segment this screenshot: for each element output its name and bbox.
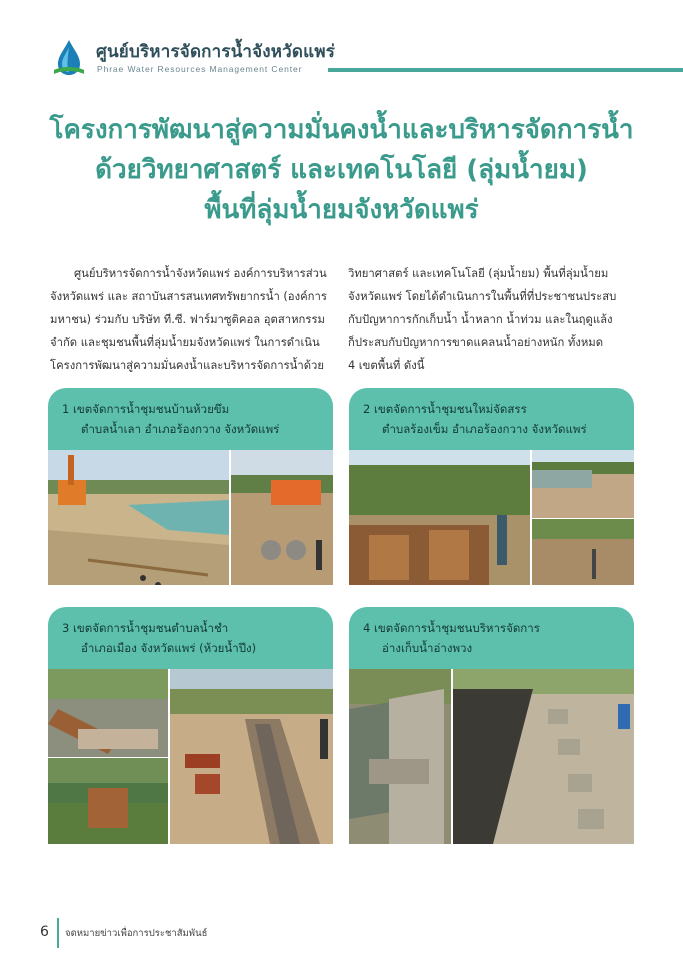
header-divider [328,68,683,72]
construction-photo [48,450,229,585]
zone-location: อำเภอเมือง จังหวัดแพร่ (ห้วยน้ำปึง) [81,641,257,655]
page-number: 6 [40,924,49,940]
zone-title: 2 เขตจัดการน้ำชุมชนใหม่จัดสรร [363,402,527,416]
pond-formwork-photo [48,758,168,844]
weir-construction-photo [48,669,168,757]
body-line: วิทยาศาสตร์ และเทคโนโลยี (ลุ่มน้ำยม) พื้นที่ลุ่มน้ำยม [348,267,609,280]
stone-channel-photo [170,669,333,844]
zone-location: ตำบลน้ำเลา อำเภอร้องกวาง จังหวัดแพร่ [81,422,280,436]
zone-card-3 [48,607,333,669]
body-line: มหาชน) ร่วมกับ บริษัท ที.ซี. ฟาร์มาซูติคอล อุตสาหกรรม [50,313,325,326]
zone-card-header [349,607,634,669]
body-line: จังหวัดแพร่ โดยได้ดำเนินการในพื้นที่ที่ประชาชนประสบ [348,290,617,303]
publication-name: จดหมายข่าวเพื่อการประชาสัมพันธ์ [65,928,208,939]
zone-title: 3 เขตจัดการน้ำชุมชนตำบลน้ำชำ [62,621,229,635]
pond-photo [532,450,634,518]
body-line: ศูนย์บริหารจัดการน้ำจังหวัดแพร่ องค์การบริหารส่วน [74,267,327,280]
title-line-2: ด้วยวิทยาศาสตร์ และเทคโนโลยี (ลุ่มน้ำยม) [95,155,588,185]
body-column-left [50,262,335,377]
hillside-photo [532,519,634,585]
zone-location: อ่างเก็บน้ำอ่างพวง [382,641,473,655]
zone-card-1 [48,388,333,450]
footer-divider [57,918,59,948]
body-line: กับปัญหาการกักเก็บน้ำ น้ำหลาก น้ำท่วม และในฤดูแล้ง [348,313,613,326]
title-line-1: โครงการพัฒนาสู่ความมั่นคงน้ำและบริหารจัดการน้ำ [49,115,634,145]
check-dam-slope-photo [453,669,634,844]
zone-card-header [48,388,333,450]
zone-title: 1 เขตจัดการน้ำชุมชนบ้านห้วยขึม [62,402,230,416]
body-line: ก็ประสบกับปัญหาการขาดแคลนน้ำอย่างหนัก ทั้งหมด [348,336,604,349]
body-line: 4 เขตพื้นที่ ดังนี้ [348,359,425,372]
org-name-en: Phrae Water Resources Management Center [97,64,303,74]
body-line: จังหวัดแพร่ และ สถาบันสารสนเทศทรัพยากรน้ำ (องค์การ [50,290,327,303]
title-line-3: พื้นที่ลุ่มน้ำยมจังหวัดแพร่ [204,195,479,225]
concrete-mixer-photo [231,450,333,585]
body-column-right [348,262,633,377]
zone-location: ตำบลร้องเข็ม อำเภอร้องกวาง จังหวัดแพร่ [382,422,587,436]
zone-card-header [349,388,634,450]
formwork-photo [349,450,530,585]
body-line: จำกัด และชุมชนพื้นที่ลุ่มน้ำยมจังหวัดแพร่ ในการดำเนิน [50,336,320,349]
page-title [20,110,663,230]
org-name-th: ศูนย์บริหารจัดการน้ำจังหวัดแพร่ [96,42,336,62]
zone-title: 4 เขตจัดการน้ำชุมชนบริหารจัดการ [363,621,540,635]
water-drop-logo-icon [50,38,88,78]
zone-card-4 [349,607,634,669]
body-line: โครงการพัฒนาสู่ความมั่นคงน้ำและบริหารจัดการน้ำด้วย [50,359,325,372]
concrete-barrier-photo [349,669,451,844]
zone-card-2 [349,388,634,450]
zone-card-header [48,607,333,669]
